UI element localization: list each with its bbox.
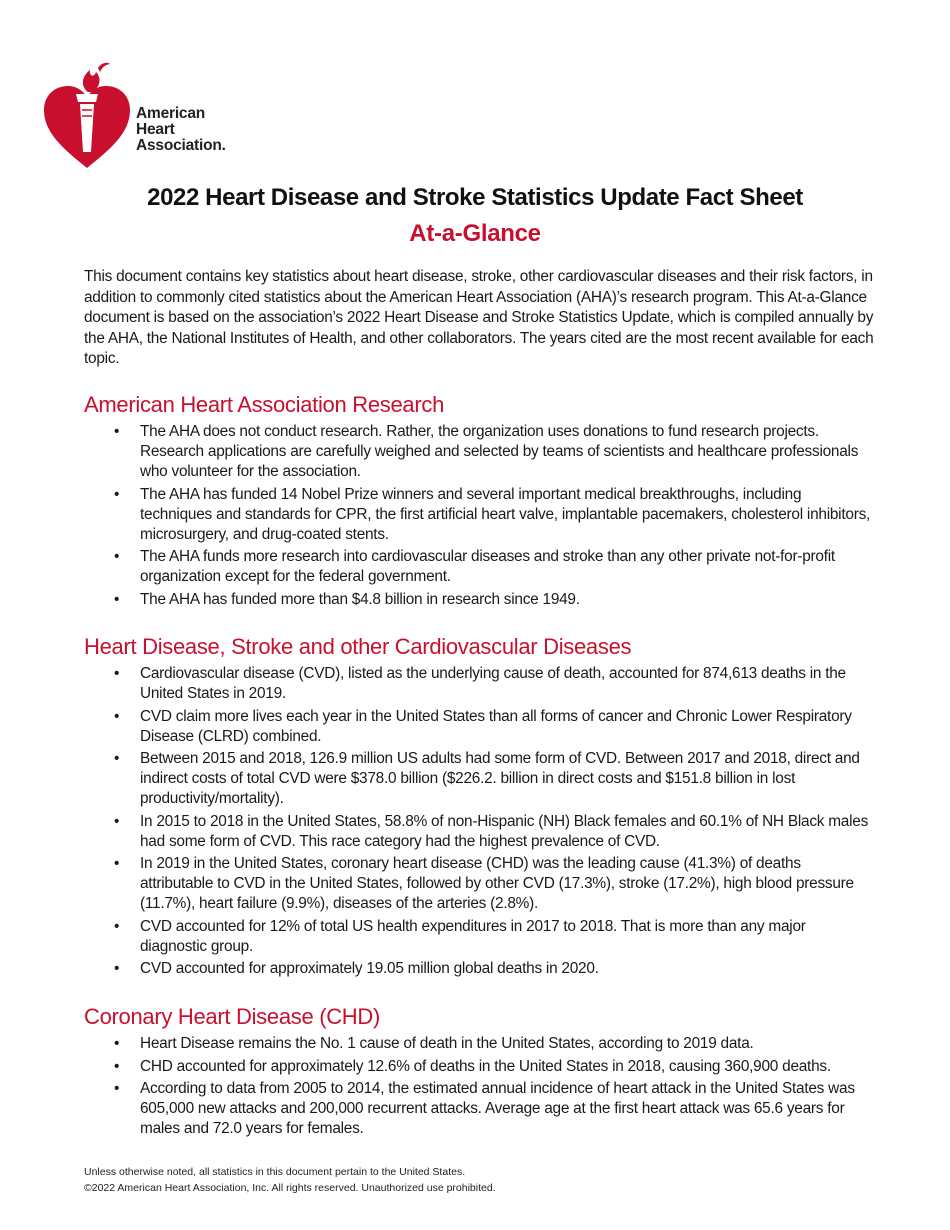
bullet-list	[84, 422, 874, 610]
logo-line-2: Heart	[136, 121, 175, 138]
bullet-icon: •	[114, 1035, 120, 1052]
list-item	[84, 854, 874, 914]
section-cvd	[84, 634, 874, 982]
aha-logo	[42, 60, 252, 170]
bullet-icon: •	[114, 960, 120, 977]
bullet-icon: •	[114, 855, 120, 872]
bullet-icon: •	[114, 665, 120, 682]
list-item-text: CVD claim more lives each year in the United States than all forms of cancer and Chronic Lower Respiratory Disease (CLRD) combined.	[140, 707, 852, 745]
list-item	[84, 917, 874, 957]
list-item	[84, 664, 874, 704]
list-item-text: The AHA does not conduct research. Rather, the organization uses donations to fund research projects. Research applications are carefully weighed and selected by teams of scientists and healthcare professionals who volunteer for the association.	[140, 423, 859, 480]
logo-line-1: American	[136, 105, 206, 122]
page-subtitle: At-a-Glance	[409, 220, 541, 247]
list-item	[84, 1057, 874, 1077]
list-item	[84, 959, 874, 979]
heart-torch-icon	[42, 60, 132, 170]
intro-paragraph: This document contains key statistics about heart disease, stroke, other cardiovascular diseases and their risk factors, in addition to commonly cited statistics about the American Heart Association (AHA)’s research program. This At-a-Glance document is based on the association’s 2022 Heart Disease and Stroke Statistics Update, which is compiled annually by the AHA, the National Institutes of Health, and other collaborators. The years cited are the most recent available for each topic.	[84, 268, 874, 368]
list-item-text: Between 2015 and 2018, 126.9 million US adults had some form of CVD. Between 2017 and 2018, direct and indirect costs of total CVD were $378.0 billion ($226.2. billion in direct costs and $151.8 billion in lost productivity/mortality).	[140, 750, 860, 807]
section-aha-research	[84, 392, 874, 612]
list-item-text: In 2015 to 2018 in the United States, 58.8% of non-Hispanic (NH) Black females and 60.1% of NH Black males had some form of CVD. This race category had the highest prevalence of CVD.	[140, 812, 869, 850]
bullet-icon: •	[114, 548, 120, 565]
list-item-text: The AHA funds more research into cardiovascular diseases and stroke than any other private not-for-profit organization except for the federal government.	[140, 548, 835, 585]
bullet-icon: •	[114, 812, 120, 830]
list-item-text: CVD accounted for approximately 19.05 million global deaths in 2020.	[140, 960, 599, 977]
list-item-text: The AHA has funded 14 Nobel Prize winners and several important medical breakthroughs, including techniques and standards for CPR, the first artificial heart valve, implantable pacemakers, cholesterol inhibitors, microsurgery, and drug-coated stents.	[140, 485, 871, 543]
bullet-list	[84, 664, 874, 979]
list-item	[84, 749, 874, 809]
bullet-list	[84, 1034, 874, 1139]
page-title: 2022 Heart Disease and Stroke Statistics Update Fact Sheet	[147, 184, 803, 211]
logo-line-3: Association.	[136, 137, 226, 154]
list-item	[84, 812, 874, 852]
bullet-icon: •	[114, 917, 120, 935]
bullet-icon: •	[114, 590, 120, 608]
list-item-text: CHD accounted for approximately 12.6% of deaths in the United States in 2018, causing 360,900 deaths.	[140, 1057, 831, 1075]
bullet-icon: •	[114, 423, 120, 440]
list-item-text: CVD accounted for 12% of total US health expenditures in 2017 to 2018. That is more than any major diagnostic group.	[140, 917, 806, 955]
list-item	[84, 1079, 874, 1139]
logo-wordmark	[136, 106, 226, 154]
list-item-text: Cardiovascular disease (CVD), listed as the underlying cause of death, accounted for 874,613 deaths in the United States in 2019.	[140, 665, 846, 702]
bullet-icon: •	[114, 750, 120, 767]
bullet-icon: •	[114, 485, 120, 503]
list-item	[84, 1034, 874, 1054]
section-heading: Coronary Heart Disease (CHD)	[84, 1004, 381, 1029]
list-item	[84, 485, 874, 545]
section-heading: Heart Disease, Stroke and other Cardiovascular Diseases	[84, 634, 632, 659]
bullet-icon: •	[114, 1080, 120, 1097]
bullet-icon: •	[114, 1057, 120, 1075]
section-heading: American Heart Association Research	[84, 392, 444, 417]
list-item-text: The AHA has funded more than $4.8 billion in research since 1949.	[140, 590, 580, 608]
footer-note: Unless otherwise noted, all statistics in this document pertain to the United States.	[84, 1166, 466, 1178]
list-item	[84, 422, 874, 482]
list-item-text: In 2019 in the United States, coronary heart disease (CHD) was the leading cause (41.3%) of deaths attributable to CVD in the United States, followed by other CVD (17.3%), stroke (17.2%), high blood pressure (11.7%), heart failure (9.9%), diseases of the arteries (2.8%).	[140, 855, 854, 912]
list-item	[84, 707, 874, 747]
section-chd	[84, 1004, 874, 1142]
bullet-icon: •	[114, 707, 120, 725]
list-item-text: According to data from 2005 to 2014, the estimated annual incidence of heart attack in the United States was 605,000 new attacks and 200,000 recurrent attacks. Average age at the first heart attack was 65.6 years for males and 72.0 years for females.	[140, 1080, 855, 1137]
list-item-text: Heart Disease remains the No. 1 cause of death in the United States, according to 2019 data.	[140, 1035, 754, 1052]
page-footer	[84, 1164, 496, 1196]
list-item	[84, 590, 874, 610]
footer-copyright: ©2022 American Heart Association, Inc. All rights reserved. Unauthorized use prohibited.	[84, 1182, 496, 1194]
list-item	[84, 547, 874, 587]
